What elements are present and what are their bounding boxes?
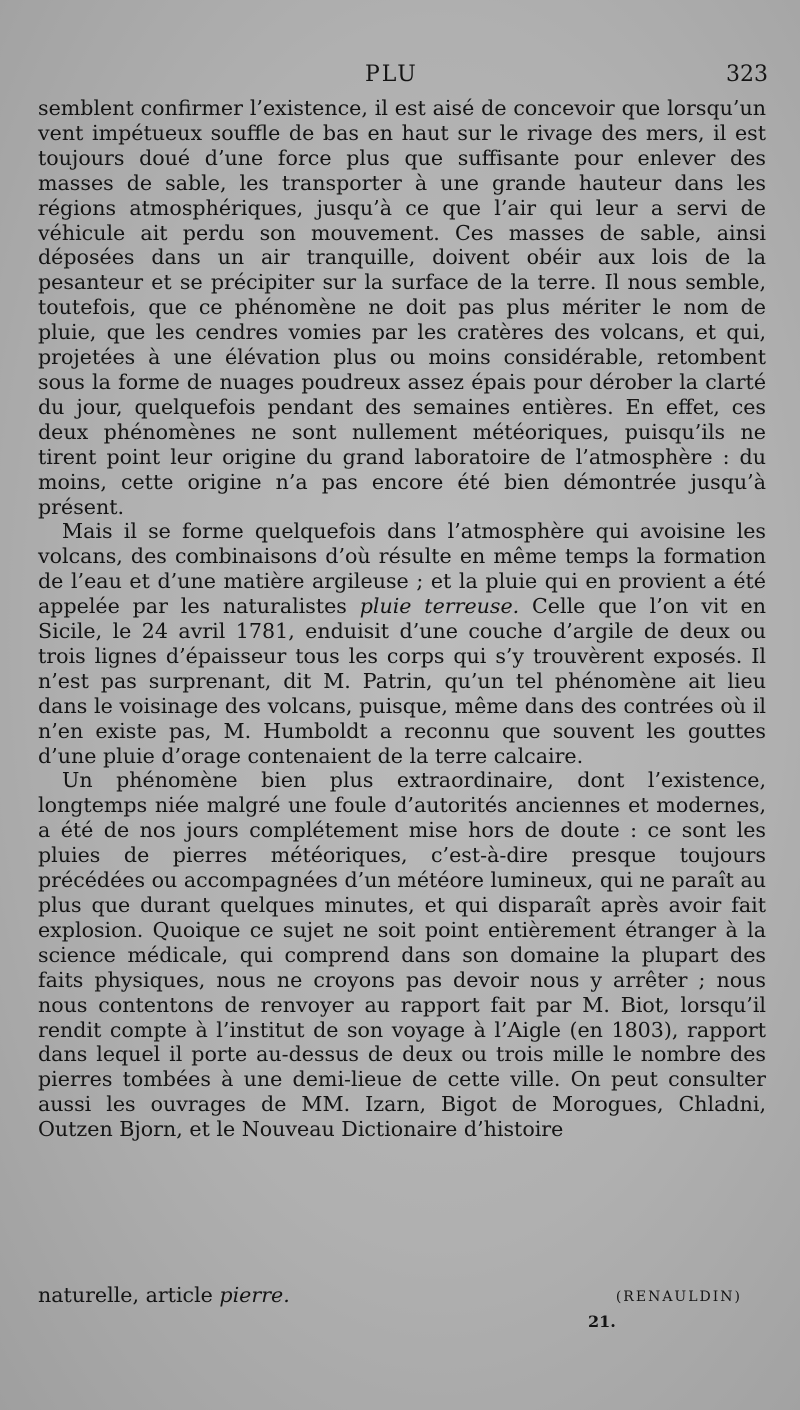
gathering-mark: 21.	[588, 1312, 616, 1331]
closing-line	[38, 1283, 766, 1308]
paragraph-2-italic-term: pluie terreuse.	[359, 594, 520, 619]
author-signature: (RENAULDIN)	[615, 1289, 742, 1305]
paragraph-2-text-end: Celle que l’on vit en Sicile, le 24 avril 1781, enduisit d’une couche d’argile de deux ou trois lignes d’épaisseur tous les corps qui s’y trouvèrent exposés. Il n’est pas surprenant, dit M. Patrin, qu’un tel phénomène ait lieu dans le voisinage des volcans, puisque, même dans des contrées où il n’en existe pas, M. Humboldt a reconnu que souvent les gouttes d’une pluie d’orage contenaient de la terre calcaire.	[38, 594, 766, 768]
paragraph-2	[38, 519, 766, 768]
paragraph-1: semblent confirmer l’existence, il est aisé de concevoir que lorsqu’un vent impétueux souffle de bas en haut sur le rivage des mers, il est toujours doué d’une force plus que suffisante pour enlever des masses de sable, les transporter à une grande hauteur dans les régions atmosphériques, jusqu’à ce que l’air qui leur a servi de véhicule ait perdu son mouvement. Ces masses de sable, ainsi déposées dans un air tranquille, doivent obéir aux lois de la pesanteur et se précipiter sur la surface de la terre. Il nous semble, toutefois, que ce phénomène ne doit pas plus mériter le nom de pluie, que les cendres vomies par les cratères des volcans, et qui, projetées à une élévation plus ou moins considérable, retombent sous la forme de nuages poudreux assez épais pour dérober la clarté du jour, quelquefois pendant des semaines entières. En effet, ces deux phénomènes ne sont nullement météoriques, puisqu’ils ne tirent point leur origine du grand laboratoire de l’atmosphère : du moins, cette origine n’a pas encore été bien démontrée jusqu’à présent.	[38, 96, 766, 519]
page-header	[40, 62, 768, 92]
closing-line-italic: pierre.	[219, 1283, 290, 1307]
closing-line-text: naturelle, article	[38, 1283, 220, 1307]
body-text	[38, 96, 766, 1142]
running-head: PLU	[365, 62, 418, 87]
paragraph-3: Un phénomène bien plus extraordinaire, dont l’existence, longtemps niée malgré une foule d’autorités anciennes et modernes, a été de nos jours complétement mise hors de doute : ce sont les pluies de pierres météoriques, c’est-à-dire presque toujours précédées ou accompagnées d’un météore lumineux, qui ne paraît au plus que durant quelques minutes, et qui disparaît après avoir fait explosion. Quoique ce sujet ne soit point entièrement étranger à la science médicale, qui comprend dans son domaine la plupart des faits physiques, nous ne croyons pas devoir nous y arrêter ; nous nous contentons de renvoyer au rapport fait par M. Biot, lorsqu’il rendit compte à l’institut de son voyage à l’Aigle (en 1803), rapport dans lequel il porte au-dessus de deux ou trois mille le nombre des pierres tombées à une demi-lieue de cette ville. On peut consulter aussi les ouvrages de MM. Izarn, Bigot de Morogues, Chladni, Outzen Bjorn, et le Nouveau Dictionaire d’histoire	[38, 768, 766, 1142]
page-number: 323	[726, 62, 768, 87]
paragraph-2-text-start: Mais il se forme quelquefois dans l’atmosphère qui avoisine les volcans, des combinaisons d’où résulte en même temps la formation de l’eau et d’une matière argileuse ; et la pluie qui en provient a été appelée par les naturalistes	[38, 519, 766, 619]
